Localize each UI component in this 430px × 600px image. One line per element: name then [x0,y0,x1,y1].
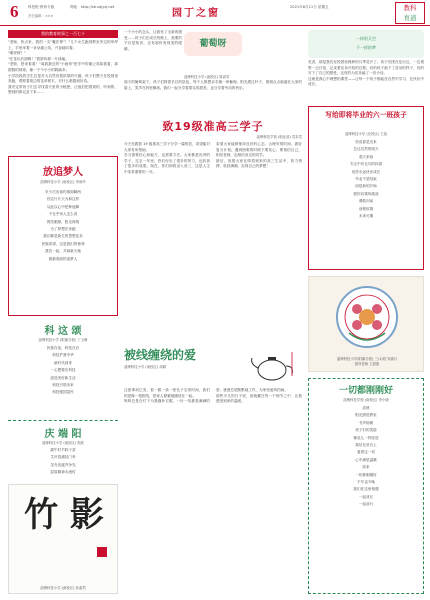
poem-r2-title: 一切都刚刚好 [338,386,393,396]
page-header [0,0,430,26]
cartoon-caption: 一样的天空 不一样的梦 [356,36,376,50]
flower-plate-painting [309,277,425,355]
poem-box-1 [8,156,118,316]
main-article-title: 致19级准高三学子 [162,120,264,133]
poem-box-r1 [308,106,424,270]
right-story-text: 花香，那是我们在校园里栽种的月季花开了。孩子们围在花坛边，一边观察一边讨论，记录着花朵开放的过程。有的孩子画下了花朵的样子，有的写下了自己的感受，还有的为花朵编了一首小诗。 这就是我心中理想的课堂——让每一个孩子都能在自然中学习，在快乐中成长。 [308,60,424,87]
bottom-article-body: 注意事项已发，看一眼一条一张孔子宝贵时间，我们的爱像一根根线，把家人紧紧地缠绕在一起。 妈妈总是在灯下为我缝补衣服，一针一线都是满满的爱；爸爸总是默默地工作，为家里遮风挡雨。 那些平凡的日子里，爱就藏在每一个细节之中，让我感受到家的温暖。 [124,388,302,404]
poem-block-2 [8,320,118,418]
middle-top-text: 一个小小的念头，让我有了全新的感受……孩子们在成长的路上，需要的不仅是知识，还有那份发现美的眼睛。 [124,30,182,51]
bottom-article-title: 被线缠绕的爱 [124,348,197,362]
poem1-body: 多少次出寒伤寒卸脚两 你这片片天为和这样 从此以心中把种他脚 不在乎别人怎么说 擦亮眼睛，阳光再明 为了梦想在奔跑 我们都是新生的思想花朵 民族希望，这是我们的使命 我们一起，共商新天地 做最美丽的追梦人 [41,190,85,261]
teapot-illustration [248,346,300,384]
poem-r1-body: 你说春是迟来 总还自然的明天 春天来临 专注中有无尽的执着 祝你永远快乐成长 毕业不是结束 而是新的开始 愿你们乘风破浪 勇敢向前 前程似锦 未来可期 [349,140,383,219]
calligraphy-text: 竹 影 [24,495,104,535]
middle-column [124,30,302,595]
page-number: 6 [10,2,19,21]
poem2-byline: 淄博科技小学 (附属分校) 丁玉琳 [38,338,88,342]
poem-block-r2 [308,378,424,594]
poem-r1-byline: 淄博科技小学 (北校区) 王莫 [344,132,388,136]
calligraphy-artwork [8,484,118,594]
editor-line: 责任编辑：××× [28,14,54,18]
poem3-title: 庆 端 阳 [44,429,82,440]
poem-block-3 [8,420,118,480]
painting-caption: 淄博科技小学(附属分校) 三(1)班 刘嘉月 指导老师 王甜甜 [336,357,398,366]
website-url: 网址：http://zb.sdjyzj.net [70,5,115,9]
main-article-byline: 淄博科技学校 (职业部) 袁彩雪 [256,135,302,139]
bottom-article-byline: 淄博科技小学 (南校区) 周晴 [124,365,167,369]
side-tag-bottom: 育道 [403,14,417,22]
story-banner: 我的教育故事之一百七十 [8,30,118,38]
side-tag [395,2,425,24]
calligraphy-byline: 淄博科技小学 (南校区) 孙嘉然 [40,586,86,590]
poem-r2-byline: 淄博科技学校 (南校区) 李小晓 [343,398,389,402]
poem-r2-body: 清晨 阳光照进教室 书声朗朗 孩子们的笑脸 像花儿一样绽放 我站在讲台上 看着这一切 心中满是温暖 原来 一切都刚刚好 不早也不晚 我们在这里相遇 一起成长 一起前行 [353,406,379,507]
title-tag-byline: 淄博科技小学 (南校区) 陈高雪 [184,75,230,79]
title-tag: 葡萄呀 [199,39,227,49]
poem3-byline: 淄博科技小学 (南校区) 郭欣 [41,441,85,445]
title-tag-image [184,32,242,70]
poem1-byline: 淄博科技小学 (南校区) 李雨玲 [40,180,86,184]
section-title: 园丁之窗 [172,8,220,19]
main-article-body: 今天先跟我 19 级准高三学子分享一篇短语，希望能对大家有所帮助。 学习需要信心和毅力，也需要方法。大家都是优秀的学子，过去一年里，你们付出了很多的努力，也收获了很多的成果。现在，你们即将迈入高三，这是人生中非常重要的一年。 希望大家能够保持良好的心态，合理安排时间，做好复习计划。遇到困难的时候不要灰心，要相信自己，相信老师，也相信身边的同学。 最后，祝愿大家在即将到来的高三生活中，努力拼搏，收获满满，实现自己的梦想！ [124,142,302,174]
poem3-body: 端午时节粽子香 艾叶菖蒲挂门旁 龙舟竞渡齐争先 屈原精神永流传 [50,448,76,475]
teapot-icon [248,346,300,384]
cartoon-image [308,30,424,58]
website-label: 科技报·教育专版 [28,5,55,9]
poem1-title: 放追梦人 [43,167,83,178]
side-tag-top: 教科 [403,4,417,12]
poem2-body: 民族在前，科技在后 科技护我中华 新时代到来 一心想要在科技 创造美好新生活 科技引领未来 科技强国富民 [46,346,80,395]
student-painting [308,276,424,372]
middle-story-2: 那天的葡萄架下，孩子们排着长长的队伍，每个人都想亲手摘一串葡萄。阳光透过叶子，斑斑点点地落在大家的脸上，笑声在风里飘荡。我们一起分享着果实的甜美，也分享着劳动的快乐。 [124,80,302,90]
story-text: "老师，快点来，我的一支"魔法棒"！"几个女生跑到教室旁边的草坪上，手里举着一朵朵蒲公英，兴奋地叫着。 "哪里呀？" "在花坛后面啊！"我望向那一片绿地。 "老师，您来看看！"离我最近的"小画家"把手中的蒲公英给我看，那圆圆的绒球，像一个个小小的降落伞。 小学阶段的学生总是对大自然有着浓厚的兴趣，孩子们整天在校园里奔跑，观察着周边的花草树木，对什么都感到好奇。 我决定带孩子们去寻找春天里的小秘密，让他们把看到的、听到的、想到的都记录下来…… [8,40,118,95]
date-line: 2021年6月11日 星期五 [290,5,329,9]
left-column [8,30,118,595]
right-column [308,30,424,595]
poem-r1-title: 写给即将毕业的六一班孩子 [325,111,407,119]
poem2-title: 科 这 颂 [44,326,82,337]
red-seal-icon [97,547,107,557]
